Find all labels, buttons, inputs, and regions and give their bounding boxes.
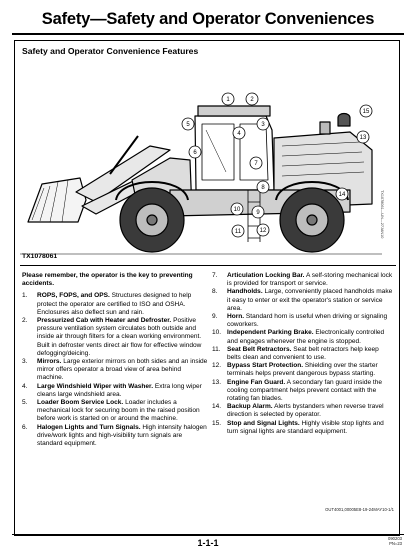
callout-number: 4 [237,131,241,138]
intro-text: Please remember, the operator is the key to preventing accidents. [22,272,193,288]
feature-description: Shielding over the starter terminals helps prevent dangerous bypass starting. [227,362,378,378]
feature-name: Engine Fan Guard. [227,378,286,386]
feature-text [37,399,208,424]
feature-number: 1. [22,292,28,300]
feature-item [212,403,394,419]
feature-description: A self-storing mechanical lock is provided for transport or service. [227,272,393,288]
feature-item [212,379,394,404]
feature-number: 11. [212,345,221,353]
loader-illustration [20,72,382,262]
feature-item [22,317,208,358]
footer-rule [12,534,404,535]
feature-item [212,329,394,345]
frame-title: Safety and Operator Convenience Features [22,46,199,56]
feature-description: Positive pressure ventilation system circulates both outside and inside air through filters for a clean working environment. Built in defroster vents direct air flow for effective window defogging/deicing. [37,317,202,357]
feature-name: Backup Alarm. [227,403,273,411]
page-number: 1-1-1 [197,538,219,548]
feature-text [37,358,208,383]
feature-number: 6. [22,423,28,431]
feature-description: Structures designed to help protect the operator are certified to ISO and OSHA. Enclosures also deflect sun and rain. [37,292,192,316]
callout-number: 13 [359,135,367,142]
callout-number: 7 [254,161,258,168]
callout-number: 10 [233,207,241,214]
feature-text [37,424,208,449]
callout-number: 15 [362,109,370,116]
feature-number: 4. [22,382,28,390]
feature-item [212,288,394,313]
feature-name: Seat Belt Retractors. [227,345,292,353]
feature-item [22,292,208,317]
feature-name: Handholds. [227,288,263,296]
feature-name: Bypass Start Protection. [227,362,304,370]
bucket [28,178,86,222]
callout-number: 5 [186,122,190,129]
feature-description: Alerts bystanders when reverse travel direction is selected by operator. [227,403,384,419]
feature-item [212,346,394,362]
feature-item [22,399,208,424]
feature-number: 7. [212,272,218,279]
feature-item [212,272,394,288]
feature-text [37,317,208,358]
feature-text [227,346,394,362]
features-column-left [22,272,208,448]
feature-number: 14. [212,403,222,411]
feature-description: A secondary fan guard inside the cooling compartment helps prevent contact with the rotating fan blades. [227,378,383,403]
feature-text [227,313,394,329]
feature-text [227,272,394,288]
callout-number: 11 [234,229,242,236]
feature-number: 9. [212,313,218,321]
features-column-right [212,272,394,436]
feature-name: ROPS, FOPS, and OPS. [37,292,110,300]
feature-name: Independent Parking Brake. [227,329,314,337]
callout-number: 8 [261,185,265,192]
reference-code: OUT4001,00005E8-19-24MAY10-1/1 [325,507,394,512]
feature-text [227,362,394,378]
feature-description: Extra long wiper cleans large windshield area. [37,382,202,398]
page-title: Safety—Safety and Operator Conveniences [41,10,375,28]
feature-description: Large, conveniently placed handholds make it easy to enter or exit the operator's station or service area. [227,288,393,312]
feature-item [22,383,208,399]
feature-name: Articulation Locking Bar. [227,272,305,279]
page-code-bottom: PN=23 [389,541,402,546]
feature-text [37,383,208,399]
feature-text [37,292,208,317]
feature-description: Loader includes a mechanical lock for securing boom in the raised position before work is started on or around the machine. [37,399,200,423]
figure-rule [20,265,396,266]
feature-text [227,379,394,404]
callout-number: 3 [261,122,265,129]
feature-name: Halogen Lights and Turn Signals. [37,423,141,431]
feature-text [227,403,394,419]
feature-description: Large exterior mirrors on both sides and an inside mirror offers operator a broad view of area behind machine. [37,358,208,382]
callout-number: 2 [250,97,254,104]
figure-side-label: TX1078061—UN—27JAN10 [380,190,384,239]
feature-number: 3. [22,358,28,366]
callout-number: 9 [256,210,260,217]
figure-id: TX1078061 [22,253,58,260]
feature-item [212,420,394,436]
callout-number: 12 [259,228,267,235]
feature-item [212,362,394,378]
title-rule [12,33,404,35]
feature-description: Seat belt retractors help keep belts clean and convenient to use. [227,345,379,362]
feature-item [22,424,208,449]
page-code [388,536,402,546]
callout-number: 6 [193,150,197,157]
page-code-top: 090203 [388,536,402,541]
feature-description: Electronically controlled and engages whenever the engine is stopped. [227,329,385,345]
feature-name: Mirrors. [37,358,62,366]
feature-name: Large Windshield Wiper with Washer. [37,382,154,390]
feature-name: Pressurized Cab with Heater and Defroster. [37,317,172,325]
feature-number: 12. [212,362,222,370]
feature-number: 10. [212,329,222,337]
callout-number: 1 [226,97,230,104]
feature-name: Horn. [227,313,245,321]
feature-description: Standard horn is useful when driving or signaling coworkers. [227,313,388,329]
feature-number: 2. [22,317,28,325]
feature-number: 13. [212,378,222,386]
feature-name: Loader Boom Service Lock. [37,399,124,407]
feature-name: Stop and Signal Lights. [227,419,300,427]
feature-text [227,288,394,313]
feature-text [227,329,394,345]
callout-number: 14 [338,192,346,199]
feature-description: Highly visible stop lights and turn signal lights are standard equipment. [227,419,384,435]
feature-number: 5. [22,399,28,407]
feature-text [227,420,394,436]
feature-description: High intensity halogen drive/work lights and high-visibility turn signals are standard equipment. [37,423,207,448]
feature-item [212,313,394,329]
feature-item [22,358,208,383]
feature-number: 8. [212,288,218,296]
feature-number: 15. [212,419,222,427]
